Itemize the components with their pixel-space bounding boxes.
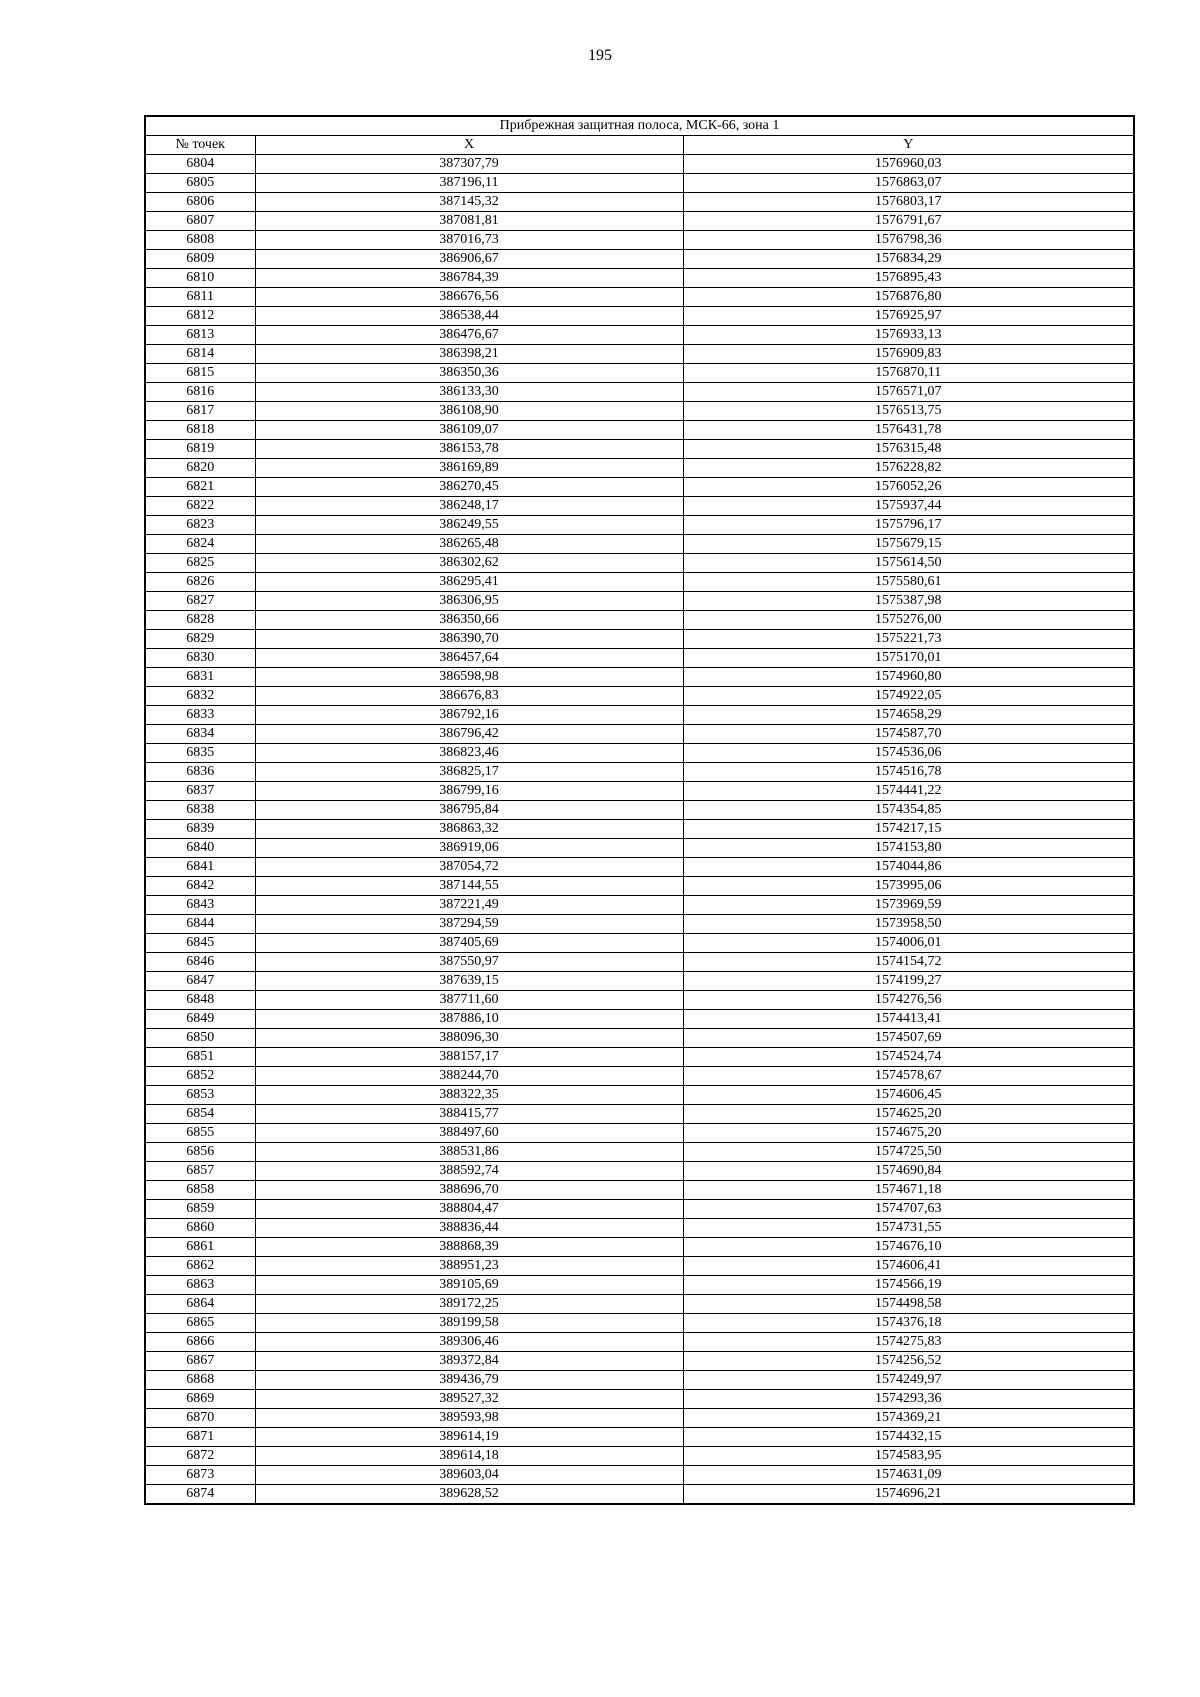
cell-y: 1573958,50 [683, 915, 1134, 934]
table-row [145, 877, 1134, 896]
cell-x: 389614,19 [255, 1428, 683, 1447]
cell-point-number: 6808 [145, 231, 255, 250]
table-row [145, 744, 1134, 763]
cell-x: 389105,69 [255, 1276, 683, 1295]
cell-x: 386295,41 [255, 573, 683, 592]
table-row [145, 630, 1134, 649]
cell-x: 387145,32 [255, 193, 683, 212]
cell-y: 1574625,20 [683, 1105, 1134, 1124]
cell-x: 386796,42 [255, 725, 683, 744]
cell-x: 386270,45 [255, 478, 683, 497]
cell-x: 388836,44 [255, 1219, 683, 1238]
cell-point-number: 6830 [145, 649, 255, 668]
table-row [145, 535, 1134, 554]
table-header-row [145, 136, 1134, 155]
cell-x: 389306,46 [255, 1333, 683, 1352]
column-header-y: Y [683, 136, 1134, 155]
cell-point-number: 6855 [145, 1124, 255, 1143]
cell-point-number: 6806 [145, 193, 255, 212]
column-header-x: X [255, 136, 683, 155]
cell-x: 387307,79 [255, 155, 683, 174]
table-row [145, 611, 1134, 630]
cell-x: 386302,62 [255, 554, 683, 573]
table-row [145, 763, 1134, 782]
cell-point-number: 6856 [145, 1143, 255, 1162]
cell-point-number: 6824 [145, 535, 255, 554]
cell-point-number: 6868 [145, 1371, 255, 1390]
cell-y: 1574217,15 [683, 820, 1134, 839]
cell-point-number: 6871 [145, 1428, 255, 1447]
cell-point-number: 6867 [145, 1352, 255, 1371]
cell-point-number: 6854 [145, 1105, 255, 1124]
cell-point-number: 6825 [145, 554, 255, 573]
cell-point-number: 6832 [145, 687, 255, 706]
cell-y: 1576803,17 [683, 193, 1134, 212]
cell-point-number: 6838 [145, 801, 255, 820]
page-number: 195 [588, 47, 612, 64]
cell-x: 386109,07 [255, 421, 683, 440]
table-row [145, 478, 1134, 497]
cell-y: 1574671,18 [683, 1181, 1134, 1200]
cell-point-number: 6843 [145, 896, 255, 915]
cell-x: 386863,32 [255, 820, 683, 839]
table-row [145, 991, 1134, 1010]
cell-point-number: 6815 [145, 364, 255, 383]
cell-x: 386248,17 [255, 497, 683, 516]
table-row [145, 402, 1134, 421]
cell-x: 386799,16 [255, 782, 683, 801]
cell-point-number: 6870 [145, 1409, 255, 1428]
cell-point-number: 6805 [145, 174, 255, 193]
cell-y: 1574658,29 [683, 706, 1134, 725]
table-row [145, 687, 1134, 706]
cell-point-number: 6851 [145, 1048, 255, 1067]
cell-x: 386350,36 [255, 364, 683, 383]
cell-x: 386823,46 [255, 744, 683, 763]
table-row [145, 345, 1134, 364]
cell-y: 1574498,58 [683, 1295, 1134, 1314]
cell-point-number: 6809 [145, 250, 255, 269]
table-row [145, 839, 1134, 858]
cell-y: 1574566,19 [683, 1276, 1134, 1295]
cell-point-number: 6839 [145, 820, 255, 839]
table-row [145, 953, 1134, 972]
table-row [145, 1428, 1134, 1447]
cell-point-number: 6834 [145, 725, 255, 744]
cell-x: 386538,44 [255, 307, 683, 326]
cell-y: 1574413,41 [683, 1010, 1134, 1029]
cell-y: 1574524,74 [683, 1048, 1134, 1067]
cell-x: 389593,98 [255, 1409, 683, 1428]
cell-point-number: 6822 [145, 497, 255, 516]
cell-y: 1575796,17 [683, 516, 1134, 535]
cell-x: 389172,25 [255, 1295, 683, 1314]
cell-point-number: 6874 [145, 1485, 255, 1505]
table-row [145, 1086, 1134, 1105]
table-row [145, 934, 1134, 953]
cell-x: 386476,67 [255, 326, 683, 345]
cell-point-number: 6813 [145, 326, 255, 345]
cell-y: 1575679,15 [683, 535, 1134, 554]
cell-x: 386906,67 [255, 250, 683, 269]
cell-x: 387081,81 [255, 212, 683, 231]
table-row [145, 668, 1134, 687]
cell-y: 1576876,80 [683, 288, 1134, 307]
cell-x: 386306,95 [255, 592, 683, 611]
cell-x: 387639,15 [255, 972, 683, 991]
table-row [145, 1029, 1134, 1048]
cell-x: 387054,72 [255, 858, 683, 877]
cell-x: 388096,30 [255, 1029, 683, 1048]
cell-point-number: 6859 [145, 1200, 255, 1219]
table-title: Прибрежная защитная полоса, МСК-66, зона 1 [145, 116, 1134, 136]
cell-x: 386108,90 [255, 402, 683, 421]
table-row [145, 592, 1134, 611]
cell-point-number: 6840 [145, 839, 255, 858]
cell-y: 1576052,26 [683, 478, 1134, 497]
cell-y: 1574199,27 [683, 972, 1134, 991]
cell-x: 389628,52 [255, 1485, 683, 1505]
table-row [145, 1485, 1134, 1505]
table-row [145, 269, 1134, 288]
cell-y: 1574376,18 [683, 1314, 1134, 1333]
table-row [145, 1124, 1134, 1143]
table-row [145, 212, 1134, 231]
cell-x: 389436,79 [255, 1371, 683, 1390]
cell-y: 1575580,61 [683, 573, 1134, 592]
cell-y: 1574583,95 [683, 1447, 1134, 1466]
cell-point-number: 6827 [145, 592, 255, 611]
cell-y: 1575170,01 [683, 649, 1134, 668]
cell-point-number: 6846 [145, 953, 255, 972]
cell-y: 1575387,98 [683, 592, 1134, 611]
table-row [145, 1352, 1134, 1371]
cell-y: 1576870,11 [683, 364, 1134, 383]
cell-point-number: 6842 [145, 877, 255, 896]
cell-y: 1576431,78 [683, 421, 1134, 440]
cell-x: 386784,39 [255, 269, 683, 288]
cell-point-number: 6849 [145, 1010, 255, 1029]
cell-x: 388497,60 [255, 1124, 683, 1143]
cell-y: 1574516,78 [683, 763, 1134, 782]
table-row [145, 326, 1134, 345]
cell-point-number: 6836 [145, 763, 255, 782]
table-row [145, 1466, 1134, 1485]
cell-point-number: 6857 [145, 1162, 255, 1181]
cell-x: 386792,16 [255, 706, 683, 725]
cell-point-number: 6826 [145, 573, 255, 592]
cell-y: 1576909,83 [683, 345, 1134, 364]
table-row [145, 801, 1134, 820]
table-row [145, 972, 1134, 991]
cell-x: 386795,84 [255, 801, 683, 820]
cell-y: 1575221,73 [683, 630, 1134, 649]
cell-y: 1574276,56 [683, 991, 1134, 1010]
table-row [145, 174, 1134, 193]
cell-y: 1576315,48 [683, 440, 1134, 459]
cell-x: 389372,84 [255, 1352, 683, 1371]
cell-point-number: 6848 [145, 991, 255, 1010]
table-row [145, 1257, 1134, 1276]
cell-point-number: 6807 [145, 212, 255, 231]
cell-x: 388592,74 [255, 1162, 683, 1181]
cell-x: 387886,10 [255, 1010, 683, 1029]
cell-point-number: 6810 [145, 269, 255, 288]
table-row [145, 820, 1134, 839]
cell-point-number: 6804 [145, 155, 255, 174]
cell-x: 388531,86 [255, 1143, 683, 1162]
cell-y: 1573969,59 [683, 896, 1134, 915]
table-title-row [145, 116, 1134, 136]
table-row [145, 516, 1134, 535]
cell-point-number: 6831 [145, 668, 255, 687]
cell-point-number: 6837 [145, 782, 255, 801]
cell-y: 1575614,50 [683, 554, 1134, 573]
cell-x: 389527,32 [255, 1390, 683, 1409]
cell-point-number: 6866 [145, 1333, 255, 1352]
table-row [145, 896, 1134, 915]
table-row [145, 1181, 1134, 1200]
cell-point-number: 6833 [145, 706, 255, 725]
cell-point-number: 6864 [145, 1295, 255, 1314]
cell-point-number: 6852 [145, 1067, 255, 1086]
cell-y: 1574153,80 [683, 839, 1134, 858]
cell-point-number: 6817 [145, 402, 255, 421]
cell-x: 387550,97 [255, 953, 683, 972]
cell-point-number: 6863 [145, 1276, 255, 1295]
cell-point-number: 6841 [145, 858, 255, 877]
cell-y: 1574690,84 [683, 1162, 1134, 1181]
cell-point-number: 6821 [145, 478, 255, 497]
cell-x: 386676,56 [255, 288, 683, 307]
cell-point-number: 6845 [145, 934, 255, 953]
cell-y: 1575937,44 [683, 497, 1134, 516]
cell-y: 1574354,85 [683, 801, 1134, 820]
cell-x: 389199,58 [255, 1314, 683, 1333]
table-row [145, 706, 1134, 725]
cell-point-number: 6860 [145, 1219, 255, 1238]
cell-y: 1574275,83 [683, 1333, 1134, 1352]
cell-y: 1574587,70 [683, 725, 1134, 744]
cell-x: 388696,70 [255, 1181, 683, 1200]
cell-x: 388951,23 [255, 1257, 683, 1276]
cell-y: 1574536,06 [683, 744, 1134, 763]
cell-point-number: 6847 [145, 972, 255, 991]
table-row [145, 858, 1134, 877]
cell-point-number: 6865 [145, 1314, 255, 1333]
cell-x: 388244,70 [255, 1067, 683, 1086]
cell-y: 1574675,20 [683, 1124, 1134, 1143]
table-row [145, 782, 1134, 801]
column-header-point-number: № точек [145, 136, 255, 155]
table-row [145, 1048, 1134, 1067]
cell-x: 386133,30 [255, 383, 683, 402]
cell-y: 1574507,69 [683, 1029, 1134, 1048]
table-row [145, 554, 1134, 573]
table-row [145, 231, 1134, 250]
cell-x: 388804,47 [255, 1200, 683, 1219]
table-row [145, 155, 1134, 174]
cell-point-number: 6861 [145, 1238, 255, 1257]
table-row [145, 364, 1134, 383]
table-row [145, 459, 1134, 478]
cell-x: 386350,66 [255, 611, 683, 630]
cell-x: 386265,48 [255, 535, 683, 554]
cell-point-number: 6858 [145, 1181, 255, 1200]
cell-x: 386249,55 [255, 516, 683, 535]
cell-y: 1576925,97 [683, 307, 1134, 326]
table-row [145, 1333, 1134, 1352]
cell-x: 389614,18 [255, 1447, 683, 1466]
cell-y: 1574676,10 [683, 1238, 1134, 1257]
table-row [145, 421, 1134, 440]
cell-y: 1574578,67 [683, 1067, 1134, 1086]
table-row [145, 1162, 1134, 1181]
table-row [145, 1409, 1134, 1428]
table-row [145, 649, 1134, 668]
cell-point-number: 6844 [145, 915, 255, 934]
cell-y: 1574006,01 [683, 934, 1134, 953]
cell-x: 389603,04 [255, 1466, 683, 1485]
cell-y: 1576933,13 [683, 326, 1134, 345]
cell-y: 1576834,29 [683, 250, 1134, 269]
cell-y: 1576798,36 [683, 231, 1134, 250]
cell-y: 1574044,86 [683, 858, 1134, 877]
cell-x: 388415,77 [255, 1105, 683, 1124]
cell-y: 1574432,15 [683, 1428, 1134, 1447]
cell-point-number: 6823 [145, 516, 255, 535]
table-row [145, 1314, 1134, 1333]
cell-x: 386676,83 [255, 687, 683, 706]
cell-y: 1574293,36 [683, 1390, 1134, 1409]
cell-point-number: 6853 [145, 1086, 255, 1105]
cell-point-number: 6818 [145, 421, 255, 440]
table-row [145, 1067, 1134, 1086]
cell-y: 1574725,50 [683, 1143, 1134, 1162]
cell-x: 387405,69 [255, 934, 683, 953]
cell-point-number: 6873 [145, 1466, 255, 1485]
cell-point-number: 6869 [145, 1390, 255, 1409]
cell-y: 1576895,43 [683, 269, 1134, 288]
cell-x: 387294,59 [255, 915, 683, 934]
table-row [145, 307, 1134, 326]
table-row [145, 1390, 1134, 1409]
cell-y: 1574256,52 [683, 1352, 1134, 1371]
table-row [145, 1219, 1134, 1238]
table-row [145, 725, 1134, 744]
coordinates-table [144, 115, 1135, 1505]
cell-x: 387144,55 [255, 877, 683, 896]
cell-y: 1576863,07 [683, 174, 1134, 193]
cell-y: 1576571,07 [683, 383, 1134, 402]
cell-point-number: 6835 [145, 744, 255, 763]
cell-y: 1574369,21 [683, 1409, 1134, 1428]
table-row [145, 1010, 1134, 1029]
table-row [145, 915, 1134, 934]
cell-y: 1574606,45 [683, 1086, 1134, 1105]
cell-point-number: 6862 [145, 1257, 255, 1276]
table-row [145, 497, 1134, 516]
cell-point-number: 6820 [145, 459, 255, 478]
cell-y: 1574631,09 [683, 1466, 1134, 1485]
cell-x: 387016,73 [255, 231, 683, 250]
cell-y: 1574922,05 [683, 687, 1134, 706]
cell-x: 388868,39 [255, 1238, 683, 1257]
cell-point-number: 6819 [145, 440, 255, 459]
table-row [145, 1143, 1134, 1162]
table-row [145, 1371, 1134, 1390]
cell-y: 1576228,82 [683, 459, 1134, 478]
cell-y: 1576513,75 [683, 402, 1134, 421]
cell-y: 1574606,41 [683, 1257, 1134, 1276]
cell-x: 387711,60 [255, 991, 683, 1010]
cell-y: 1574441,22 [683, 782, 1134, 801]
table-row [145, 440, 1134, 459]
table-body [145, 155, 1134, 1505]
cell-x: 387196,11 [255, 174, 683, 193]
cell-point-number: 6814 [145, 345, 255, 364]
cell-point-number: 6850 [145, 1029, 255, 1048]
cell-x: 386825,17 [255, 763, 683, 782]
cell-y: 1576960,03 [683, 155, 1134, 174]
table-row [145, 1105, 1134, 1124]
cell-point-number: 6816 [145, 383, 255, 402]
cell-y: 1575276,00 [683, 611, 1134, 630]
cell-x: 386390,70 [255, 630, 683, 649]
cell-point-number: 6812 [145, 307, 255, 326]
cell-point-number: 6872 [145, 1447, 255, 1466]
cell-x: 386169,89 [255, 459, 683, 478]
cell-point-number: 6828 [145, 611, 255, 630]
table-row [145, 1200, 1134, 1219]
cell-y: 1574731,55 [683, 1219, 1134, 1238]
cell-x: 386457,64 [255, 649, 683, 668]
cell-y: 1574960,80 [683, 668, 1134, 687]
cell-y: 1574707,63 [683, 1200, 1134, 1219]
cell-x: 388157,17 [255, 1048, 683, 1067]
table-row [145, 1447, 1134, 1466]
cell-y: 1574696,21 [683, 1485, 1134, 1505]
table-row [145, 383, 1134, 402]
table-row [145, 1238, 1134, 1257]
cell-x: 386398,21 [255, 345, 683, 364]
cell-x: 386919,06 [255, 839, 683, 858]
cell-y: 1576791,67 [683, 212, 1134, 231]
cell-x: 388322,35 [255, 1086, 683, 1105]
table-row [145, 1276, 1134, 1295]
cell-y: 1574154,72 [683, 953, 1134, 972]
table-row [145, 250, 1134, 269]
cell-point-number: 6829 [145, 630, 255, 649]
cell-x: 386153,78 [255, 440, 683, 459]
table-row [145, 193, 1134, 212]
table-row [145, 1295, 1134, 1314]
cell-x: 386598,98 [255, 668, 683, 687]
cell-y: 1574249,97 [683, 1371, 1134, 1390]
table-row [145, 573, 1134, 592]
cell-x: 387221,49 [255, 896, 683, 915]
cell-y: 1573995,06 [683, 877, 1134, 896]
table-row [145, 288, 1134, 307]
cell-point-number: 6811 [145, 288, 255, 307]
